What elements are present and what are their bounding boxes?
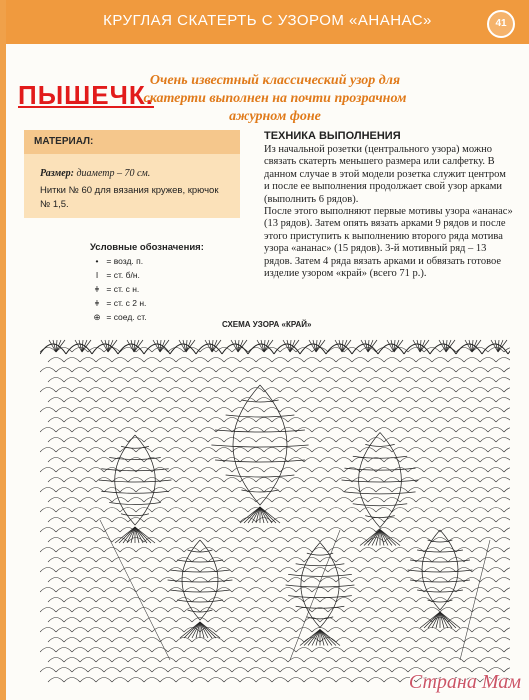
single-crochet-icon: I xyxy=(95,270,99,280)
intro-text: Очень известный классический узор для скатерти выполнен на почти прозрачном ажурном фоне xyxy=(143,73,407,124)
technique-paragraph: После этого выполняют первые мотивы узора «ананас» (13 рядов). Затем опять вязать арками 9 рядов и после этого приступить к выполнению второго ряда мотива узора «ананас» (15 рядов). 3-й мотивный ряд – 13 рядов. Затем 4 ряда вязать арками и обвязать готовое изделие узором «край» (всего 71 р.). xyxy=(264,206,513,280)
chain-stitch-icon: • xyxy=(95,256,99,266)
crochet-edge-diagram xyxy=(40,330,510,685)
material-heading: МАТЕРИАЛ: xyxy=(34,136,94,147)
page-number-badge: 41 xyxy=(487,10,515,38)
technique-paragraph: Из начальной розетки (центрального узора) можно связать скатерть меньшего размера или салфетку. В данном случае в этой модели розетка служит центром и после ее выполнения продолжает свой узор арками (выполнить 6 рядов). xyxy=(264,144,506,205)
treble-crochet-icon: ǂ xyxy=(94,298,100,308)
technique-body xyxy=(264,144,514,280)
legend-item-label: = ст. с 2 н. xyxy=(106,298,147,308)
diagram-title: СХЕМА УЗОРА «КРАЙ» xyxy=(222,320,312,329)
legend xyxy=(90,256,147,326)
material-threads: Нитки № 60 для вязания кружев, крючок № 1,5. xyxy=(40,185,219,210)
legend-item xyxy=(90,298,147,312)
legend-item xyxy=(90,256,147,270)
legend-item xyxy=(90,270,147,284)
user-stamp: ПЫШЕЧК. xyxy=(18,80,154,110)
size-value: диаметр – 70 см. xyxy=(76,168,151,179)
watermark: Страна Мам xyxy=(408,671,521,693)
material-heading-bar xyxy=(24,130,240,154)
material-size xyxy=(40,168,150,179)
legend-item xyxy=(90,284,147,298)
legend-item-label: = возд. п. xyxy=(106,256,144,266)
slip-stitch-icon: ⊕ xyxy=(93,312,101,322)
material-box xyxy=(24,130,240,218)
legend-heading: Условные обозначения: xyxy=(90,242,204,253)
double-crochet-icon: ǂ xyxy=(94,284,100,294)
size-label: Размер: xyxy=(40,168,74,179)
legend-item-label: = ст. с н. xyxy=(106,284,140,294)
legend-item-label: = ст. б/н. xyxy=(106,270,140,280)
page-title: КРУГЛАЯ СКАТЕРТЬ С УЗОРОМ «АНАНАС» xyxy=(103,12,432,29)
legend-item-label: = соед. ст. xyxy=(106,312,147,322)
technique-heading: ТЕХНИКА ВЫПОЛНЕНИЯ xyxy=(264,130,401,142)
page-header xyxy=(6,0,529,44)
legend-item xyxy=(90,312,147,326)
side-strip xyxy=(0,0,6,700)
